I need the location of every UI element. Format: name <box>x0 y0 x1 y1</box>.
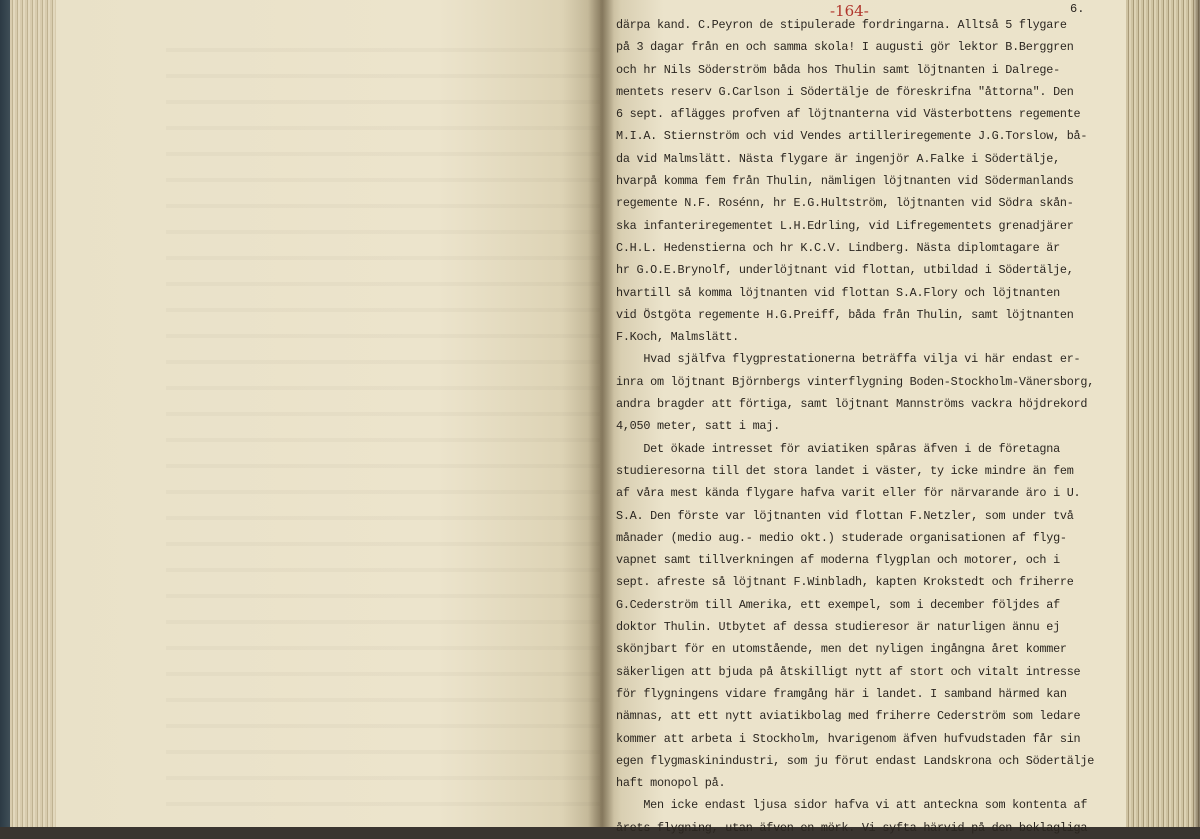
text-line: för flygningens vidare framgång här i landet. I samband härmed kan <box>616 686 1067 701</box>
text-line: da vid Malmslätt. Nästa flygare är ingenjör A.Falke i Södertälje, <box>616 151 1060 166</box>
text-line: kommer att arbeta i Stockholm, hvarigenom äfven hufvudstaden får sin <box>616 731 1081 746</box>
typewritten-text <box>616 14 1106 839</box>
text-line: inra om löjtnant Björnbergs vinterflygning Boden-Stockholm-Vänersborg, <box>616 374 1095 389</box>
text-line: ska infanteriregementet L.H.Edrling, vid Lifregementets grenadjärer <box>616 218 1074 233</box>
text-line: nämnas, att ett nytt aviatikbolag med friherre Cederström som ledare <box>616 709 1081 724</box>
text-line: hvarpå komma fem från Thulin, nämligen löjtnanten vid Södermanlands <box>616 174 1074 189</box>
text-line: hr G.O.E.Brynolf, underlöjtnant vid flottan, utbildad i Södertälje, <box>616 263 1074 278</box>
left-page <box>56 0 600 827</box>
text-line: regemente N.F. Rosénn, hr E.G.Hultström, löjtnanten vid Södra skån- <box>616 196 1074 211</box>
text-line: studieresorna till det stora landet i väster, ty icke mindre än fem <box>616 463 1074 478</box>
text-line: vapnet samt tillverkningen af moderna flygplan och motorer, och i <box>616 553 1060 568</box>
text-line: säkerligen att bjuda på åtskilligt nytt af stort och vitalt intresse <box>616 664 1081 679</box>
text-line: 4,050 meter, satt i maj. <box>616 419 780 434</box>
text-line: och hr Nils Söderström båda hos Thulin samt löjtnanten i Dalrege- <box>616 62 1060 77</box>
text-line: sept. afreste så löjtnant F.Winbladh, kapten Krokstedt och friherre <box>616 575 1074 590</box>
text-line: G.Cederström till Amerika, ett exempel, som i december följdes af <box>616 597 1060 612</box>
text-line: månader (medio aug.- medio okt.) studerade organisationen af flyg- <box>616 530 1067 545</box>
text-line: haft monopol på. <box>616 776 726 791</box>
text-line: C.H.L. Hedenstierna och hr K.C.V. Lindberg. Nästa diplomtagare är <box>616 240 1060 255</box>
text-line: mentets reserv G.Carlson i Södertälje de föreskrifna "åttorna". Den <box>616 84 1074 99</box>
text-line: skönjbart för en utomstående, men det nyligen ingångna året kommer <box>616 642 1067 657</box>
text-line: Hvad själfva flygprestationerna beträffa vilja vi här endast er- <box>616 352 1081 367</box>
text-line: hvartill så komma löjtnanten vid flottan S.A.Flory och löjtnanten <box>616 285 1060 300</box>
right-page-edges <box>1126 0 1200 827</box>
text-line: doktor Thulin. Utbytet af dessa studieresor är naturligen ännu ej <box>616 620 1060 635</box>
text-line: F.Koch, Malmslätt. <box>616 330 739 345</box>
text-line: årets flygning, utan äfven en mörk. Vi syfta härvid på den beklagliga <box>616 820 1088 835</box>
text-line: vid Östgöta regemente H.G.Preiff, båda från Thulin, samt löjtnanten <box>616 307 1074 322</box>
text-line: 6 sept. aflägges profven af löjtnanterna vid Västerbottens regemente <box>616 107 1081 122</box>
book-gutter <box>588 0 614 827</box>
text-line: M.I.A. Stiernström och vid Vendes artilleriregemente J.G.Torslow, bå- <box>616 129 1088 144</box>
page-number: 6. <box>1070 2 1085 16</box>
text-line: egen flygmaskinindustri, som ju förut endast Landskrona och Södertälje <box>616 753 1095 768</box>
bleed-through-text <box>166 30 606 810</box>
text-line: andra bragder att förtiga, samt löjtnant Mannströms vackra höjdrekord <box>616 397 1088 412</box>
text-line: S.A. Den förste var löjtnanten vid flottan F.Netzler, som under två <box>616 508 1074 523</box>
text-line: därpa kand. C.Peyron de stipulerade fordringarna. Alltså 5 flygare <box>616 18 1067 32</box>
text-line: af våra mest kända flygare hafva varit eller för närvarande äro i U. <box>616 486 1081 501</box>
handwritten-folio-number: -164- <box>830 2 869 20</box>
text-line: på 3 dagar från en och samma skola! I augusti gör lektor B.Berggren <box>616 40 1074 55</box>
text-line: Men icke endast ljusa sidor hafva vi att anteckna som kontenta af <box>616 798 1088 813</box>
text-line: Det ökade intresset för aviatiken spåras äfven i de företagna <box>616 441 1060 456</box>
